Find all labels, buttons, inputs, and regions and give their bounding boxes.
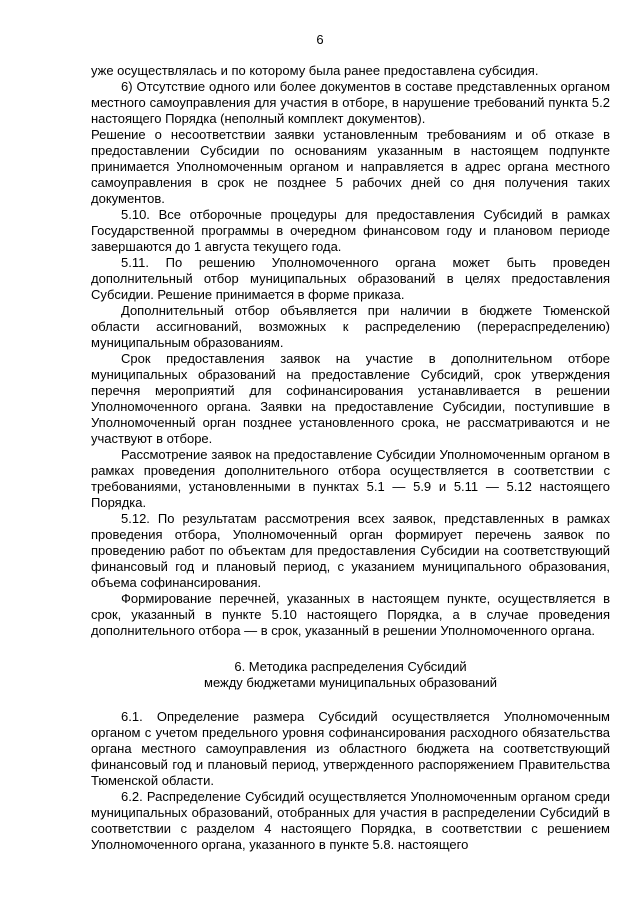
paragraphs-section-5 — [91, 63, 610, 639]
document-body — [91, 63, 610, 853]
paragraph: уже осуществлялась и по которому была ранее предоставлена субсидия. — [91, 63, 539, 78]
paragraph: 6.2. Распределение Субсидий осуществляется Уполномоченным органом среди муниципальных образований, отобранных для участия в распределении Субсидий в соответствии с разделом 4 настоящего Порядка, в соответствии с решением Уполномоченного органа, указанного в пункте 5.8. настоящего — [91, 789, 610, 852]
paragraph: 5.11. По решению Уполномоченного органа может быть проведен дополнительный отбор муниципальных образований в целях предоставления Субсидии. Решение принимается в форме приказа. — [91, 255, 610, 302]
spacer — [91, 691, 610, 709]
page-number: 6 — [316, 32, 324, 47]
paragraph: Срок предоставления заявок на участие в дополнительном отборе муниципальных образований на предоставление Субсидий, срок утверждения перечня мероприятий для софинансирования устанавливается в решении Уполномоченного органа. Заявки на предоставление Субсидии, поступившие в Уполномоченный орган позднее установленного срока, не рассматриваются и не участвуют в отборе. — [91, 351, 610, 446]
paragraph: 6) Отсутствие одного или более документов в составе представленных органом местного самоуправления для участия в отборе, в нарушение требований пункта 5.2 настоящего Порядка (неполный комплект документов). — [91, 79, 610, 126]
paragraph: 5.12. По результатам рассмотрения всех заявок, представленных в рамках проведения отбора, Уполномоченный орган формирует перечень заявок по проведению работ по объектам для предоставления Субсидии на соответствующий финансовый год и плановый период, с указанием муниципального образования, объема софинансирования. — [91, 511, 610, 590]
paragraph: Рассмотрение заявок на предоставление Субсидии Уполномоченным органом в рамках проведения дополнительного отбора осуществляется в соответствии с требованиями, установленными в пунктах 5.1 — 5.9 и 5.11 — 5.12 настоящего Порядка. — [91, 447, 610, 510]
section-heading-line-2: между бюджетами муниципальных образований — [204, 675, 497, 690]
paragraph: 5.10. Все отборочные процедуры для предоставления Субсидий в рамках Государственной программы в очередном финансовом году и плановом периоде завершаются до 1 августа текущего года. — [91, 207, 610, 254]
section-heading-line-1: 6. Методика распределения Субсидий — [234, 659, 467, 674]
paragraphs-section-6 — [91, 709, 610, 853]
paragraph: 6.1. Определение размера Субсидий осуществляется Уполномоченным органом с учетом предельного уровня софинансирования расходного обязательства органа местного самоуправления из областного бюджета на соответствующий финансовый год и плановый период, утвержденного распоряжением Правительства Тюменской области. — [91, 709, 610, 788]
spacer — [91, 639, 610, 659]
paragraph: Решение о несоответствии заявки установленным требованиям и об отказе в предоставлении Субсидии по основаниям указанным в настоящем подпункте принимается Уполномоченным органом и направляется в адрес органа местного самоуправления в срок не позднее 5 рабочих дней со дня получения таких документов. — [91, 127, 610, 206]
paragraph: Формирование перечней, указанных в настоящем пункте, осуществляется в срок, указанный в пункте 5.10 настоящего Порядка, а в случае проведения дополнительного отбора — в срок, указанный в решении Уполномоченного органа. — [91, 591, 610, 638]
paragraph: Дополнительный отбор объявляется при наличии в бюджете Тюменской области ассигнований, возможных к распределению (перераспределению) муниципальным образованиям. — [91, 303, 610, 350]
